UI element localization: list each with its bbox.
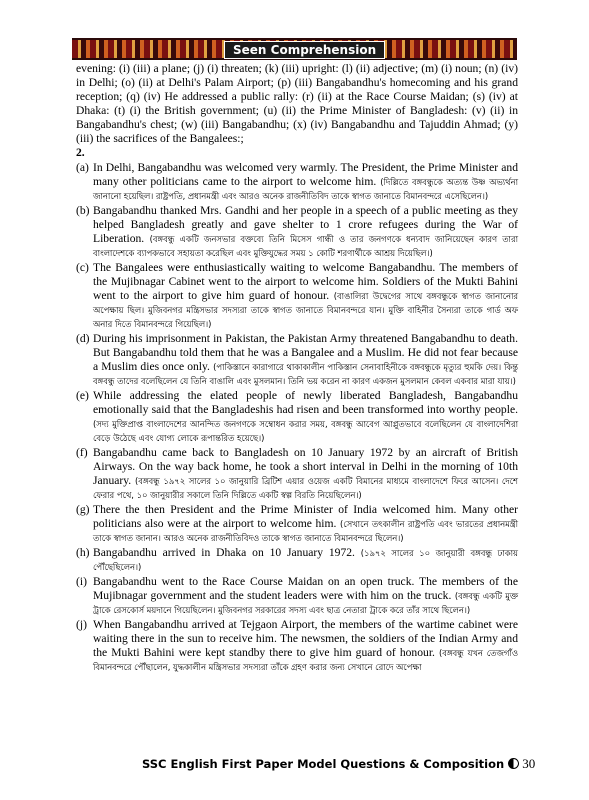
item-bangla-text: (১৯৭২ সালের ১০ জানুয়ারী বঙ্গবন্ধু ঢাকায় পৌঁছেছিলেন।) (93, 548, 518, 572)
item-bangla-text: (পাকিস্তানে কারাগারে থাকাকালীন পাকিস্তান সেনাবাহিনীকে বঙ্গবন্ধুকে মৃত্যুর হুমকি দেয়। কিন্তু বঙ্গবন্ধু তাদের বলেছিলেন যে তিনি বাঙালি এবং মুসলমান। তিনি ভয় করেন না কারণ একজন মুসলমান কেবল একবার মারা যায়।) (93, 362, 518, 386)
item-bangla-text: (সেখানে তৎকালীন রাষ্ট্রপতি এবং ভারতের প্রধানমন্ত্রী তাকে স্বাগত জানান। আরও অনেক রাজনীতিবিদও তাকে স্বাগত জানাতে বিমানবন্দরে ছিলেন।) (93, 519, 519, 543)
book-title: SSC English First Paper Model Questions & Composition (142, 757, 505, 771)
item-label: (e) (76, 389, 89, 402)
answer-item-i (76, 575, 518, 617)
page-number: 30 (522, 756, 536, 771)
item-bangla-text: (বাঙালিরা উদ্বেগের সাথে বঙ্গবন্ধুকে স্বাগত জানানোর অপেক্ষায় ছিল। মুজিবনগর মন্ত্রিসভার সদস্যরা তাকে স্বাগত জানাতে বিমানবন্দরে যান। মুক্তি বাহিনীর সৈন্যরা তাকে গার্ড অফ অনার দিতে বিমানবন্দরে গিয়েছিল।) (93, 291, 518, 329)
item-english-text: During his imprisonment in Pakistan, the Pakistan Army threatened Bangabandhu to death. But Bangabandhu told them that he was a Bangalee and a Muslim. He did not fear because a Muslim dies once only. (93, 332, 518, 373)
item-label: (h) (76, 546, 90, 559)
item-bangla-text: (দিল্লিতে বঙ্গবন্ধুকে অত্যন্ত উষ্ণ অভ্যর্থনা জানানো হয়েছিল। রাষ্ট্রপতি, প্রধানমন্ত্রী এবং আরও অনেক রাজনীতিবিদ তাকে স্বাগত জানাতে বিমানবন্দরে এসেছিলেন।) (93, 177, 518, 201)
item-label: (j) (76, 618, 87, 631)
intro-answers: evening: (i) (iii) a plane; (j) (i) threaten; (k) (iii) upright: (l) (ii) adjective; (m) (i) noun; (n) (iv) in Delhi; (o) (ii) at Delhi's Palam Airport; (p) (iii) Bangabandhu's homecoming and his grand reception; (q) (iv) He addressed a public rally: (r) (ii) at the Race Course Maidan; (s) (iv) at Dhaka: (t) (i) the British government; (u) (ii) the Prime Minister of Bangladesh: (v) (ii) in Bangabandhu's chest; (w) (iii) Bangabandhu; (x) (iv) Bangabandhu and Tajuddin Ahmad; (y) (iii) the sacrifices of the Bangalees:; (76, 62, 518, 145)
half-moon-icon (508, 758, 519, 769)
section-title: Seen Comprehension (224, 41, 385, 59)
item-bangla-text: (সদ্য মুক্তিপ্রাপ্ত বাংলাদেশের আনন্দিত জনগণকে সম্বোধন করার সময়, বঙ্গবন্ধু আবেগ আপ্লুতভাবে বলেছিলেন যে বাংলাদেশিরা বেড়ে উঠেছে এবং যোগ্য লোকে রূপান্তরিত হয়েছে।) (93, 419, 518, 443)
item-english-text: In Delhi, Bangabandhu was welcomed very warmly. The President, the Prime Minister and many other politicians came to the airport to welcome him. (93, 161, 518, 188)
answer-item-b (76, 204, 518, 260)
item-bangla-text: (বঙ্গবন্ধু একটি মুক্ত ট্রাকে রেসকোর্স ময়দানে গিয়েছিলেন। মুজিবনগর সরকারের সদস্য এবং ছাত্র নেতারা ট্রাকে করে তাঁর সাথে ছিলেন।) (93, 591, 519, 615)
item-label: (b) (76, 204, 90, 217)
item-label: (d) (76, 332, 90, 345)
item-bangla-text: (বঙ্গবন্ধু ১৯৭২ সালের ১০ জানুয়ারি ব্রিটিশ এয়ার ওয়েজ একটি বিমানের মাধ্যমে বাংলাদেশে ফিরে আসেন। দেশে ফেরার পথে, ১০ জানুয়ারীর সকালে তিনি দিল্লিতে একটি স্বল্প বিরতি নিয়েছিলেন।) (93, 476, 518, 500)
item-english-text: Bangabandhu went to the Race Course Maidan on an open truck. The members of the Mujibnagar government and the student leaders were with him on the truck. (93, 575, 518, 602)
answer-item-e (76, 389, 518, 445)
item-bangla-text: (বঙ্গবন্ধু যখন তেজগাঁও বিমানবন্দরে পৌঁছালেন, যুদ্ধকালীন মন্ত্রিসভার সদস্যরা তাঁকে গ্রহণ করার জন্য সেখানে রোদে অপেক্ষা (93, 648, 519, 672)
item-english-text: When Bangabandhu arrived at Tejgaon Airport, the members of the wartime cabinet were waiting there in the sun to receive him. The newsmen, the soldiers of the Indian Army and the Mukti Bahini were kept standby there to give him guard of honour. (93, 618, 518, 659)
answer-item-h (76, 546, 518, 574)
item-label: (f) (76, 446, 88, 459)
section-number: 2. (76, 146, 85, 159)
answer-item-j (76, 618, 518, 674)
item-label: (g) (76, 503, 90, 516)
item-label: (c) (76, 261, 89, 274)
item-english-text: The Bangalees were enthusiastically waiting to welcome Bangabandhu. The members of the Mujibnagar Cabinet went to the airport to welcome him. Soldiers of the Mukti Bahini went to the airport to give him guard of honour. (93, 261, 518, 302)
answer-item-c (76, 261, 518, 331)
content (76, 62, 518, 674)
item-english-text: There the then President and the Prime Minister of India welcomed him. Many other politicians also were at the airport to welcome him. (93, 503, 518, 530)
answer-item-g (76, 503, 518, 545)
item-english-text: Bangabandhu came back to Bangladesh on 10 January 1972 by an aircraft of British Airways. On the way back home, he took a short interval in Delhi in the morning of 10th January. (93, 446, 518, 487)
page-footer (142, 756, 535, 772)
item-label: (i) (76, 575, 87, 588)
item-english-text: Bangabandhu arrived in Dhaka on 10 January 1972. (93, 546, 355, 559)
section-banner (72, 38, 517, 60)
item-english-text: While addressing the elated people of newly liberated Bangladesh, Bangabandhu emotionally said that the Bangladeshis had risen and been transformed into worthy people. (93, 389, 518, 416)
item-english-text: Bangabandhu thanked Mrs. Gandhi and her people in a speech of a public meeting as they helped Bangladesh greatly and gave shelter to 1 crore refugees during the War of Liberation. (93, 204, 518, 245)
answer-item-a (76, 161, 518, 203)
item-label: (a) (76, 161, 89, 174)
item-bangla-text: (বঙ্গবন্ধু একটি জনসভার বক্তব্যে তিনি মিসেস গান্ধী ও তার জনগণকে ধন্যবাদ জানিয়েছেন কারণ তারা বাংলাদেশকে ব্যাপকভাবে সহায়তা করেছিল এবং মুক্তিযুদ্ধের সময় ১ কোটি শরণার্থীকে আশ্রয় দিয়েছিল।) (93, 234, 519, 258)
answer-item-f (76, 446, 518, 502)
answer-item-d (76, 332, 518, 388)
